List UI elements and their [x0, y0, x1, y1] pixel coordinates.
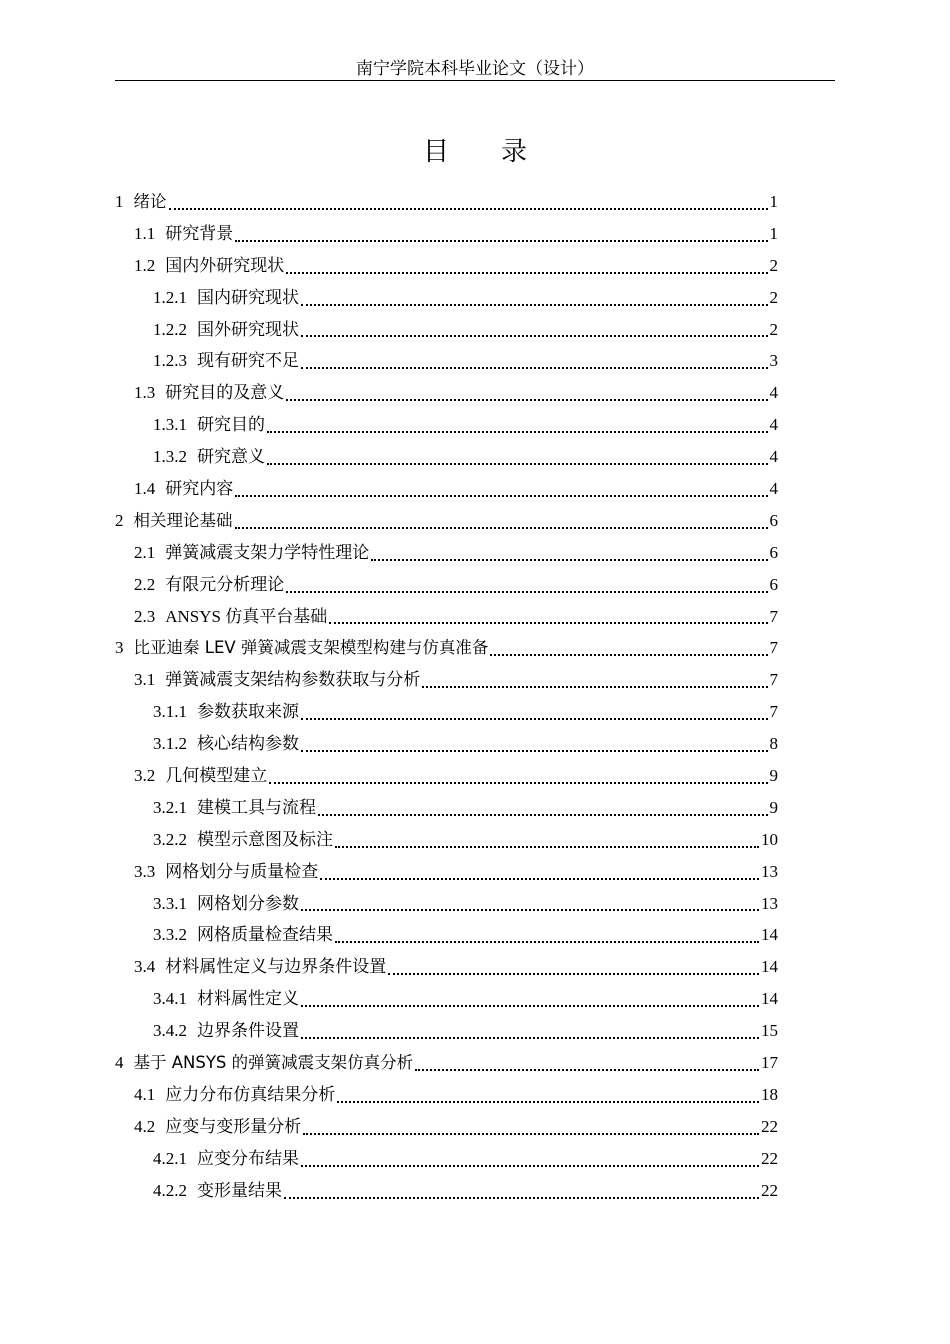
toc-dot-leader	[301, 1164, 759, 1167]
toc-dot-leader	[337, 1100, 759, 1103]
toc-entry-number: 3	[115, 638, 124, 658]
toc-entry-number: 1.1	[134, 223, 156, 243]
toc-entry-title: 研究目的及意义	[165, 383, 285, 403]
toc-entry[interactable]	[115, 569, 778, 601]
toc-entry-title: 有限元分析理论	[165, 574, 285, 594]
toc-entry-number: 3.3.1	[153, 893, 187, 913]
toc-entry-title: 研究背景	[165, 223, 234, 243]
toc-entry-page: 15	[761, 1021, 778, 1041]
toc-entry[interactable]	[115, 505, 778, 537]
toc-entry-title: 边界条件设置	[197, 1021, 299, 1041]
toc-entry-title: 几何模型建立	[165, 765, 268, 785]
toc-entry-title: 核心结构参数	[197, 734, 299, 754]
toc-entry-title: 网格质量检查结果	[197, 925, 333, 945]
toc-entry-title: 基于 ANSYS 的弹簧减震支架仿真分析	[133, 1052, 414, 1072]
toc-entry-title: 相关理论基础	[133, 510, 233, 530]
toc-dot-leader	[301, 717, 768, 720]
toc-entry[interactable]	[115, 377, 778, 409]
toc-dot-leader	[169, 207, 768, 210]
toc-entry[interactable]	[115, 409, 778, 441]
toc-entry[interactable]	[115, 314, 778, 346]
toc-entry-title: ANSYS 仿真平台基础	[165, 606, 328, 626]
toc-entry-page: 1	[769, 191, 778, 211]
toc-entry-page: 14	[761, 989, 778, 1009]
toc-entry-title: 应变与变形量分析	[165, 1116, 302, 1136]
toc-entry-title: 弹簧减震支架结构参数获取与分析	[165, 670, 421, 690]
toc-dot-leader	[301, 908, 759, 911]
toc-entry-page: 2	[769, 255, 778, 275]
toc-title: 目录	[422, 137, 579, 167]
toc-dot-leader	[301, 749, 768, 752]
toc-entry-page: 2	[769, 287, 778, 307]
toc-entry[interactable]	[115, 760, 778, 792]
toc-entry-title: 研究意义	[197, 447, 265, 467]
toc-dot-leader	[301, 303, 768, 306]
toc-entry-page: 9	[769, 765, 778, 785]
toc-entry-number: 3.2	[134, 765, 156, 785]
toc-entry-number: 1.2	[134, 255, 156, 275]
toc-entry[interactable]	[115, 1079, 778, 1111]
toc-entry-title: 应变分布结果	[197, 1148, 299, 1168]
toc-entry[interactable]	[115, 792, 778, 824]
toc-dot-leader	[235, 239, 767, 242]
toc-dot-leader	[335, 940, 759, 943]
toc-entry-number: 3.1.2	[153, 734, 187, 754]
toc-entry-number: 3.1	[134, 670, 156, 690]
toc-entry[interactable]	[115, 888, 778, 920]
toc-dot-leader	[329, 621, 767, 624]
toc-entry-number: 2.3	[134, 606, 156, 626]
toc-dot-leader	[388, 972, 759, 975]
toc-entry-page: 1	[769, 223, 778, 243]
toc-dot-leader	[320, 877, 759, 880]
toc-entry-page: 4	[769, 478, 778, 498]
toc-entry-number: 1.2.2	[153, 319, 187, 339]
toc-entry[interactable]	[115, 696, 778, 728]
toc-dot-leader	[371, 558, 767, 561]
toc-entry-number: 1.3.1	[153, 415, 187, 435]
toc-entry-title: 研究目的	[197, 415, 265, 435]
toc-entry[interactable]	[115, 632, 778, 664]
toc-entry-number: 3.4.1	[153, 989, 187, 1009]
toc-entry-page: 6	[769, 542, 778, 562]
toc-dot-leader	[490, 653, 767, 656]
toc-entry[interactable]	[115, 728, 778, 760]
toc-entry-number: 4.2.1	[153, 1148, 187, 1168]
toc-entry-number: 3.2.2	[153, 829, 187, 849]
toc-entry-title: 弹簧减震支架力学特性理论	[165, 542, 370, 562]
toc-entry-title: 国内外研究现状	[165, 255, 285, 275]
toc-entry-page: 7	[769, 638, 778, 658]
toc-entry-number: 1	[115, 191, 124, 211]
toc-dot-leader	[267, 462, 768, 465]
toc-dot-leader	[301, 334, 768, 337]
toc-dot-leader	[267, 430, 768, 433]
toc-entry-page: 14	[761, 957, 778, 977]
toc-entry-number: 2.1	[134, 542, 156, 562]
toc-entry-title: 参数获取来源	[197, 702, 299, 722]
toc-entry-number: 2	[115, 510, 124, 530]
toc-entry-number: 1.2.3	[153, 351, 187, 371]
toc-entry-number: 1.3	[134, 383, 156, 403]
toc-entry-page: 7	[769, 702, 778, 722]
toc-dot-leader	[335, 845, 759, 848]
toc-entry-number: 3.2.1	[153, 797, 187, 817]
toc-dot-leader	[284, 1196, 759, 1199]
toc-entry-title: 绪论	[133, 191, 167, 211]
toc-entry-title: 网格划分参数	[197, 893, 299, 913]
toc-entry-title: 材料属性定义	[197, 989, 299, 1009]
toc-entry-page: 9	[769, 797, 778, 817]
toc-entry[interactable]	[115, 218, 778, 250]
toc-entry-page: 22	[761, 1180, 778, 1200]
toc-entry[interactable]	[115, 951, 778, 983]
toc-entry-title: 材料属性定义与边界条件设置	[165, 957, 387, 977]
toc-entry-page: 13	[761, 893, 778, 913]
toc-entry-page: 7	[769, 606, 778, 626]
toc-entry[interactable]	[115, 919, 778, 951]
toc-entry-page: 14	[761, 925, 778, 945]
toc-dot-leader	[286, 590, 767, 593]
header-divider	[115, 80, 835, 81]
toc-dot-leader	[415, 1068, 759, 1071]
toc-entry-title: 变形量结果	[197, 1180, 282, 1200]
toc-entry-page: 22	[761, 1116, 778, 1136]
toc-entry[interactable]	[115, 1111, 778, 1143]
toc-entry-page: 10	[761, 829, 778, 849]
toc-entry[interactable]	[115, 983, 778, 1015]
toc-entry-title: 研究内容	[165, 478, 234, 498]
toc-entry-title: 建模工具与流程	[197, 797, 316, 817]
toc-entry-page: 7	[769, 670, 778, 690]
toc-entry-number: 1.3.2	[153, 447, 187, 467]
toc-entry[interactable]	[115, 856, 778, 888]
toc-entry-number: 3.4	[134, 957, 156, 977]
toc-dot-leader	[301, 1036, 759, 1039]
toc-entry-number: 4.2.2	[153, 1180, 187, 1200]
toc-entry[interactable]	[115, 282, 778, 314]
toc-dot-leader	[286, 398, 767, 401]
toc-entry-page: 4	[769, 415, 778, 435]
toc-entry-page: 6	[769, 574, 778, 594]
page-header: 南宁学院本科毕业论文（设计）	[356, 59, 594, 78]
toc-entry[interactable]	[115, 664, 778, 696]
toc-entry[interactable]	[115, 1143, 778, 1175]
toc-entry-title: 国内研究现状	[197, 287, 299, 307]
toc-dot-leader	[301, 1004, 759, 1007]
toc-dot-leader	[235, 494, 767, 497]
toc-entry-number: 2.2	[134, 574, 156, 594]
toc-entry-title: 网格划分与质量检查	[165, 861, 319, 881]
toc-dot-leader	[303, 1132, 759, 1135]
toc-entry-number: 4.1	[134, 1084, 156, 1104]
toc-entry[interactable]	[115, 1175, 778, 1207]
toc-entry[interactable]	[115, 473, 778, 505]
toc-entry-page: 13	[761, 861, 778, 881]
toc-entry-number: 4.2	[134, 1116, 156, 1136]
toc-entry-title: 比亚迪秦 LEV 弹簧减震支架模型构建与仿真准备	[133, 638, 489, 658]
toc-entry[interactable]	[115, 1015, 778, 1047]
toc-entry-number: 3.4.2	[153, 1021, 187, 1041]
table-of-contents	[115, 186, 778, 1207]
toc-entry[interactable]	[115, 250, 778, 282]
toc-entry[interactable]	[115, 601, 778, 633]
toc-entry-page: 3	[769, 351, 778, 371]
toc-dot-leader	[269, 781, 767, 784]
toc-entry-number: 3.1.1	[153, 702, 187, 722]
toc-entry-page: 2	[769, 319, 778, 339]
toc-entry[interactable]	[115, 824, 778, 856]
toc-entry-page: 4	[769, 383, 778, 403]
toc-entry[interactable]	[115, 345, 778, 377]
toc-entry-title: 模型示意图及标注	[197, 829, 333, 849]
toc-entry-page: 6	[769, 510, 778, 530]
toc-dot-leader	[422, 685, 767, 688]
toc-dot-leader	[286, 271, 767, 274]
toc-entry-title: 应力分布仿真结果分析	[165, 1084, 336, 1104]
toc-entry-page: 8	[769, 734, 778, 754]
toc-dot-leader	[235, 526, 768, 529]
toc-entry-title: 现有研究不足	[197, 351, 299, 371]
toc-entry-page: 4	[769, 447, 778, 467]
toc-entry-number: 3.3	[134, 861, 156, 881]
toc-entry-title: 国外研究现状	[197, 319, 299, 339]
toc-entry-page: 22	[761, 1148, 778, 1168]
toc-dot-leader	[301, 366, 768, 369]
toc-entry-number: 1.4	[134, 478, 156, 498]
toc-entry[interactable]	[115, 537, 778, 569]
toc-entry[interactable]	[115, 1047, 778, 1079]
toc-entry-number: 3.3.2	[153, 925, 187, 945]
toc-entry-page: 18	[761, 1084, 778, 1104]
toc-entry-number: 4	[115, 1052, 124, 1072]
toc-entry-number: 1.2.1	[153, 287, 187, 307]
toc-entry-page: 17	[761, 1052, 778, 1072]
toc-entry[interactable]	[115, 186, 778, 218]
toc-dot-leader	[318, 813, 768, 816]
toc-entry[interactable]	[115, 441, 778, 473]
